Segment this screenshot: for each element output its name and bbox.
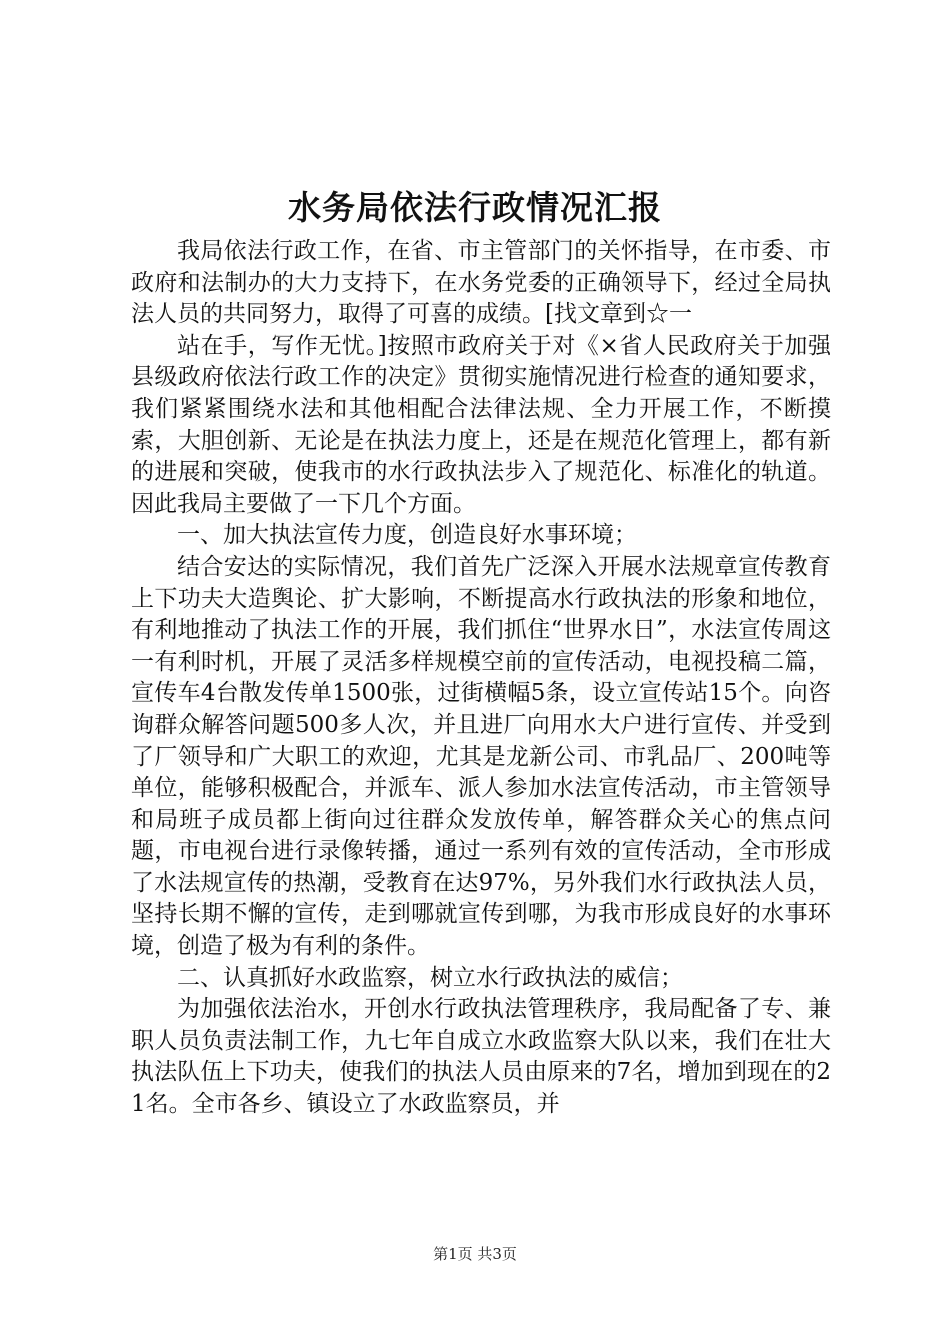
document-title: 水务局依法行政情况汇报	[288, 188, 662, 227]
paragraph-publicity: 结合安达的实际情况，我们首先广泛深入开展水法规章宣传教育上下功夫大造舆论、扩大影响，不断提高水行政执法的形象和地位，有利地推动了执法工作的开展，我们抓住“世界水日”，水法宣传周这一有利时机，开展了灵活多样规模空前的宣传活动，电视投稿二篇，宣传车4台散发传单1500张，过街横幅5条，设立宣传站15个。向咨询群众解答问题500多人次，并且进厂向用水大户进行宣传、并受到了厂领导和广大职工的欢迎，尤其是龙新公司、市乳品厂、200吨等单位，能够积极配合，并派车、派人参加水法宣传活动，市主管领导和局班子成员都上街向过往群众发放传单，解答群众关心的焦点问题，市电视台进行录像转播，通过一系列有效的宣传活动，全市形成了水法规宣传的热潮，受教育在达97%，另外我们水行政执法人员，坚持长期不懈的宣传，走到哪就宣传到哪，为我市形成良好的水事环境，创造了极为有利的条件。	[131, 553, 831, 960]
paragraph-supervision: 为加强依法治水，开创水行政执法管理秩序，我局配备了专、兼职人员负责法制工作，九七年自成立水政监察大队以来，我们在壮大执法队伍上下功夫，使我们的执法人员由原来的7名，增加到现在的21名。全市各乡、镇设立了水政监察员，并	[131, 996, 831, 1118]
section-heading-2: 二、认真抓好水政监察，树立水行政执法的威信；	[177, 964, 683, 991]
paragraph-overview: 站在手，写作无忧。]按照市政府关于对《×省人民政府关于加强县级政府依法行政工作的决定》贯彻实施情况进行检查的通知要求，我们紧紧围绕水法和其他相配合法律法规、全力开展工作，不断摸索，大胆创新、无论是在执法力度上，还是在规范化管理上，都有新的进展和突破，使我市的水行政执法步入了规范化、标准化的轨道。因此我局主要做了一下几个方面。	[131, 332, 831, 517]
section-heading-1: 一、加大执法宣传力度，创造良好水事环境；	[177, 522, 637, 549]
document-body	[131, 236, 831, 1121]
page-number-footer: 第1页 共3页	[433, 1245, 517, 1263]
paragraph-intro: 我局依法行政工作，在省、市主管部门的关怀指导，在市委、市政府和法制办的大力支持下，在水务党委的正确领导下，经过全局执法人员的共同努力，取得了可喜的成绩。[找文章到☆一	[131, 238, 831, 328]
